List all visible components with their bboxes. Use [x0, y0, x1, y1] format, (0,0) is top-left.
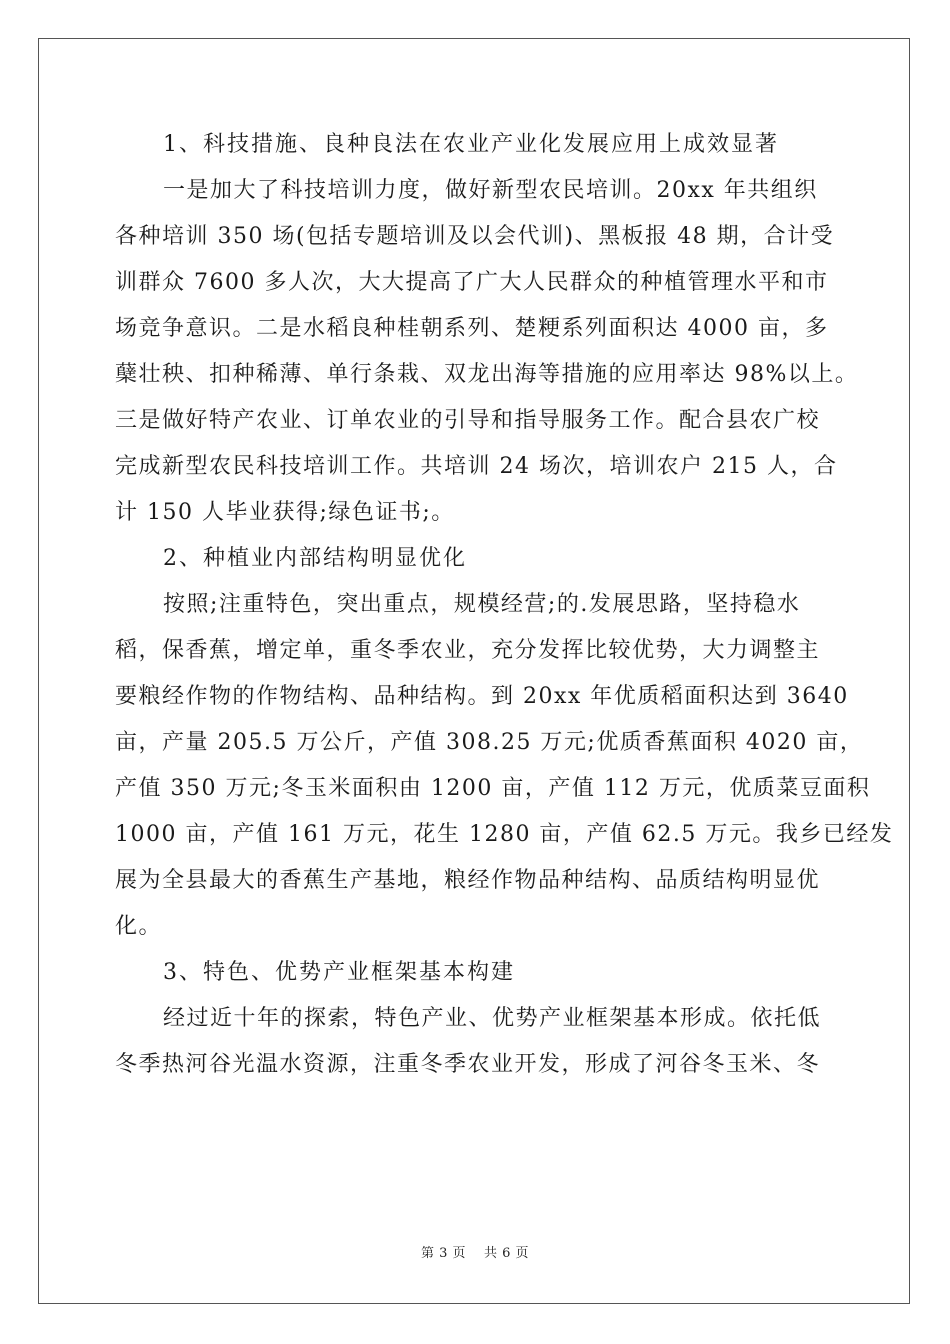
paragraph-line: 亩，产量 205.5 万公斤，产值 308.25 万元;优质香蕉面积 4020 亩， — [115, 730, 864, 755]
document-body — [115, 122, 894, 1088]
paragraph-line: 按照;注重特色，突出重点，规模经营;的.发展思路，坚持稳水 — [163, 592, 801, 617]
paragraph-line: 冬季热河谷光温水资源，注重冬季农业开发，形成了河谷冬玉米、冬 — [115, 1052, 821, 1077]
paragraph-line: 稻，保香蕉，增定单，重冬季农业，充分发挥比较优势，大力调整主 — [115, 638, 821, 663]
paragraph-line: 要粮经作物的作物结构、品种结构。到 20xx 年优质稻面积达到 3640 — [115, 684, 849, 709]
page-footer — [0, 1242, 950, 1261]
section-1 — [115, 122, 859, 536]
paragraph-line: 各种培训 350 场(包括专题培训及以会代训)、黑板报 48 期，合计受 — [115, 224, 835, 249]
paragraph-line: 产值 350 万元;冬玉米面积由 1200 亩，产值 112 万元，优质菜豆面积 — [115, 776, 871, 801]
paragraph-line: 蘖壮秧、扣种稀薄、单行条栽、双龙出海等措施的应用率达 98%以上。 — [115, 362, 859, 387]
section-heading: 2、种植业内部结构明显优化 — [163, 546, 467, 571]
paragraph-line: 计 150 人毕业获得;绿色证书;。 — [115, 500, 455, 525]
page-number: 第 3 页 — [420, 1246, 466, 1261]
paragraph-line: 一是加大了科技培训力度，做好新型农民培训。20xx 年共组织 — [163, 178, 818, 203]
section-2 — [115, 536, 894, 950]
paragraph-line: 三是做好特产农业、订单农业的引导和指导服务工作。配合县农广校 — [115, 408, 821, 433]
paragraph-line: 训群众 7600 多人次，大大提高了广大人民群众的种植管理水平和市 — [115, 270, 829, 295]
paragraph-line: 化。 — [115, 914, 163, 939]
section-3 — [115, 950, 837, 1088]
paragraph-line: 1000 亩，产值 161 万元，花生 1280 亩，产值 62.5 万元。我乡已经发 — [115, 822, 894, 847]
paragraph-line: 场竞争意识。二是水稻良种桂朝系列、楚粳系列面积达 4000 亩，多 — [115, 316, 829, 341]
paragraph-line: 完成新型农民科技培训工作。共培训 24 场次，培训农户 215 人，合 — [115, 454, 838, 479]
paragraph-line: 经过近十年的探索，特色产业、优势产业框架基本形成。依托低 — [163, 1006, 822, 1031]
section-heading: 1、科技措施、良种良法在农业产业化发展应用上成效显著 — [163, 132, 779, 157]
section-heading: 3、特色、优势产业框架基本构建 — [163, 960, 515, 985]
paragraph-line: 展为全县最大的香蕉生产基地，粮经作物品种结构、品质结构明显优 — [115, 868, 821, 893]
page-total: 共 6 页 — [484, 1246, 530, 1261]
